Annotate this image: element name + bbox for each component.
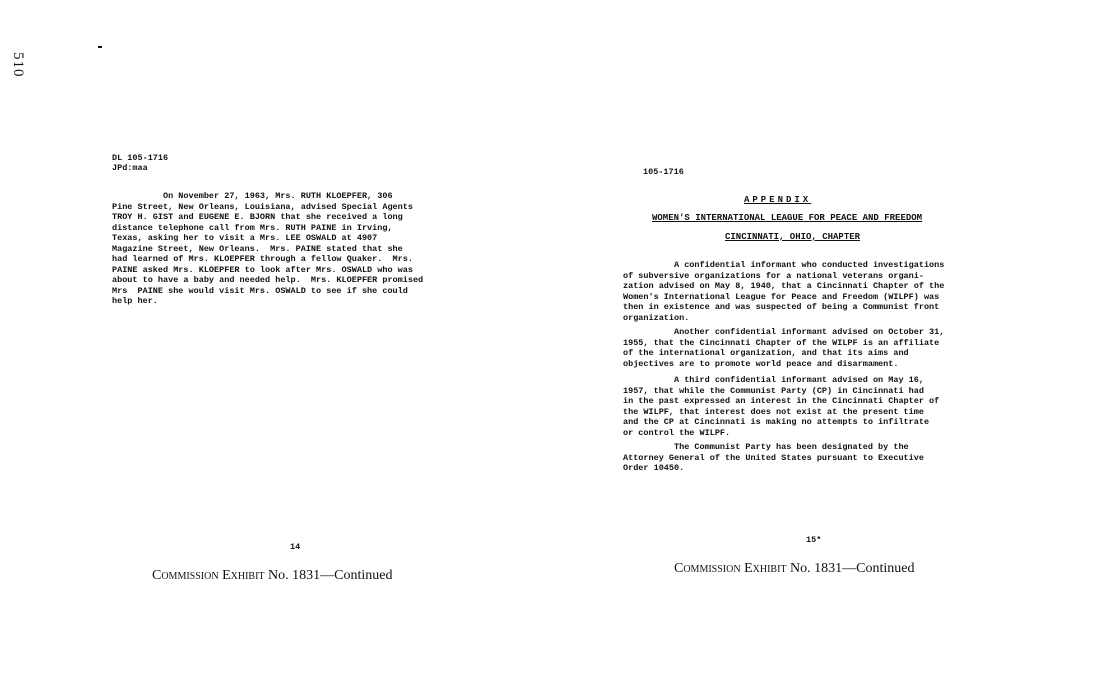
margin-page-number: 510 (10, 52, 26, 78)
left-caption-suffix: No. 1831—Continued (268, 568, 393, 583)
right-page-number: 15* (806, 535, 822, 545)
left-caption-prefix: Commission Exhibit (152, 568, 265, 583)
paragraph-3: A third confidential informant advised on May 16, 1957, that while the Communist Party (CP) in Cincinnati had in the past expressed an interest in the Cincinnati Chapter of the WILPF, that interest does not exist at the present time and the CP at Cincinnati is making no attempts to infiltrate or control the WILPF. (623, 375, 940, 438)
speck-mark (98, 46, 102, 48)
left-file-reference: DL 105-1716 JPd:maa (112, 153, 169, 173)
paragraph-1: A confidential informant who conducted investigations of subversive organizations for a national veterans organi- zation advised on May 8, 1940, that a Cincinnati Chapter of the Women's International League for Peace and Freedom (WILPF) was then in existence and was suspected of being a Communist front organization. (623, 260, 945, 323)
left-page-number: 14 (290, 542, 301, 552)
left-exhibit-caption (152, 568, 392, 584)
left-body-text: On November 27, 1963, Mrs. RUTH KLOEPFER, 306 Pine Street, New Orleans, Louisiana, advised Special Agents TROY H. GIST and EUGENE E. BJORN that she received a long distance telephone call from Mrs. RUTH PAINE in Irving, Texas, asking her to visit a Mrs. LEE OSWALD at 4907 Magazine Street, New Orleans. Mrs. PAINE stated that she had learned of Mrs. KLOEPFER through a fellow Quaker. Mrs. PAINE asked Mrs. KLOEPFER to look after Mrs. OSWALD who was about to have a baby and needed help. Mrs. KLOEPFER promised Mrs PAINE she would visit Mrs. OSWALD to see if she could help her. (112, 191, 424, 306)
paragraph-2: Another confidential informant advised on October 31, 1955, that the Cincinnati Chapter of the WILPF is an affiliate of the international organization, and that its aims and objectives are to promote world peace and disarmament. (623, 327, 945, 369)
appendix-heading: APPENDIX (744, 195, 812, 205)
paragraph-4: The Communist Party has been designated by the Attorney General of the United States pursuant to Executive Order 10450. (623, 442, 924, 473)
right-caption-suffix: No. 1831—Continued (790, 561, 915, 576)
right-caption-prefix: Commission Exhibit (674, 561, 787, 576)
right-file-reference: 105-1716 (643, 167, 684, 177)
organization-heading: WOMEN'S INTERNATIONAL LEAGUE FOR PEACE AND FREEDOM (652, 213, 923, 223)
right-exhibit-caption (674, 561, 914, 577)
chapter-heading: CINCINNATI, OHIO, CHAPTER (725, 232, 861, 242)
